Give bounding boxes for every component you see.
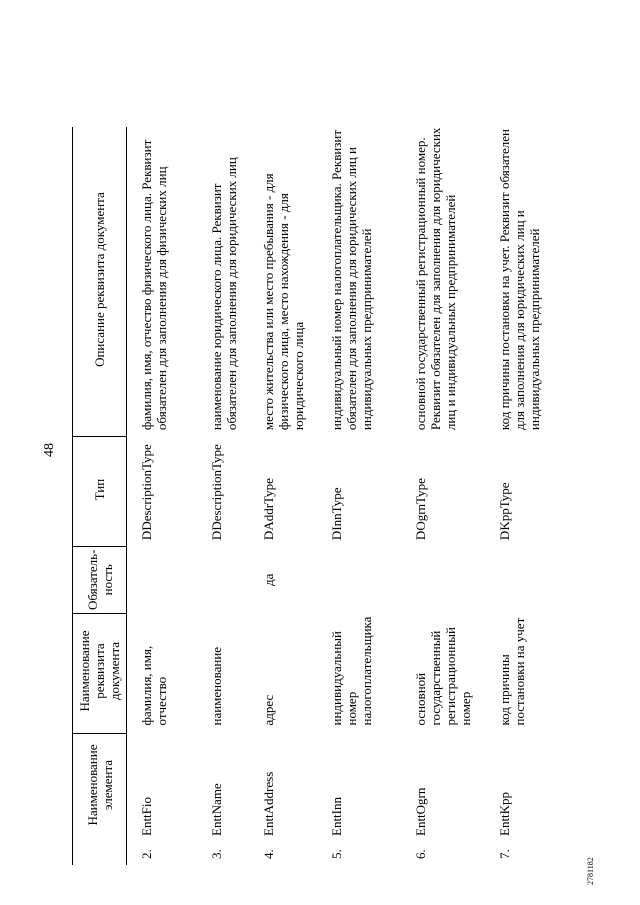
header-element-name: Наименование элемента [73, 734, 127, 837]
page-number: 48 [42, 443, 57, 457]
mandatory-flag [483, 546, 547, 613]
element-type: DKppType [496, 482, 512, 541]
row-number: 6. [412, 849, 428, 859]
element-description: наименование юридического лица. Реквизит обязателен для заполнения для юридических лиц [208, 157, 239, 431]
element-name: EnttFio [139, 796, 154, 836]
requisite-name: индивидуальный номер налогоплательщика [328, 616, 374, 726]
table-header-row [73, 127, 127, 865]
table-row [127, 127, 195, 865]
row-number: 2. [139, 849, 154, 859]
mandatory-flag [127, 546, 195, 613]
element-type: DDescriptionType [139, 444, 154, 541]
element-type: DInnType [328, 487, 344, 541]
table-row [247, 127, 315, 865]
document-code: 2781182 [586, 857, 595, 885]
requisite-name: код причины постановки на учет [496, 617, 527, 726]
mandatory-flag [399, 546, 483, 613]
requisites-table [72, 127, 547, 865]
element-type: DAddrType [260, 478, 276, 541]
element-name: EnttKpp [496, 791, 512, 836]
table-row [195, 127, 247, 865]
header-requisite-name: Наименование реквизита документа [73, 614, 127, 734]
table-row [315, 127, 399, 865]
mandatory-flag [315, 546, 399, 613]
mandatory-flag: да [260, 573, 276, 586]
requisite-name: основной государственный регистрационный номер [412, 627, 473, 726]
element-description: индивидуальный номер налогоплательщика. Реквизит обязателен для заполнения для юридических лиц и индивидуальных предпринимателей [328, 129, 374, 431]
requisite-name: адрес [260, 694, 276, 726]
element-description: основной государственный регистрационный номер. Реквизит обязателен для заполнения для юридических лиц и индивидуальных предпринимателей [412, 127, 458, 431]
table-row [399, 127, 483, 865]
row-number: 4. [260, 849, 276, 859]
row-number: 7. [496, 849, 512, 859]
header-type: Тип [73, 436, 127, 546]
requisite-name: наименование [208, 646, 224, 726]
element-name: EnttInn [328, 797, 344, 836]
row-number: 3. [208, 849, 224, 859]
element-type: DDescriptionType [208, 444, 224, 541]
element-description: фамилия, имя, отчество физического лица. Реквизит обязателен для заполнения для физических лиц [139, 139, 169, 431]
table-row [483, 127, 547, 865]
row-number: 5. [328, 849, 344, 859]
element-description: код причины постановки на учет. Реквизит обязателен для заполнения для юридических лиц и индивидуальных предпринимателей [496, 129, 542, 431]
element-type: DOgrnType [412, 478, 428, 541]
mandatory-flag [195, 546, 247, 613]
element-name: EnttAddress [260, 771, 276, 836]
element-name: EnttOgrn [412, 787, 428, 836]
header-description: Описание реквизита документа [73, 127, 127, 437]
header-mandatory: Обязатель-ность [73, 546, 127, 613]
element-name: EnttName [208, 783, 224, 836]
header-num [73, 836, 127, 865]
requisite-name: фамилия, имя, отчество [139, 645, 169, 726]
element-description: место жительства или место пребывания - для физического лица, место нахождения - для юридического лица [260, 173, 306, 431]
